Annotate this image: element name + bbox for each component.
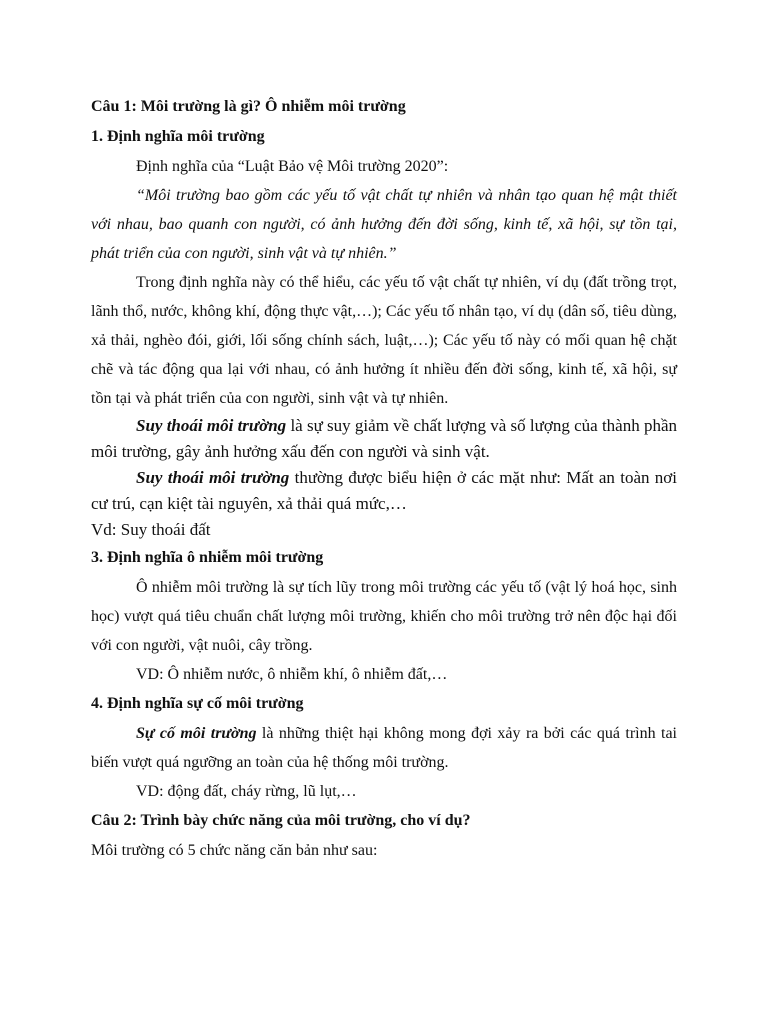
pollution-example: VD: Ô nhiễm nước, ô nhiễm khí, ô nhiễm đất,… [136, 666, 448, 683]
section-3-heading: 3. Định nghĩa ô nhiễm môi trường [91, 549, 324, 566]
definition-quote: “Môi trường bao gồm các yếu tố vật chất tự nhiên và nhân tạo quan hệ mật thiết với nhau, bao quanh con người, có ảnh hưởng đến đời sống, kinh tế, xã hội, sự tồn tại, phát triển của con người, sinh vật và tự nhiên.” [91, 187, 677, 262]
incident-definition [91, 719, 677, 777]
incident-term: Sự cố môi trường [136, 725, 257, 742]
degradation-definition [91, 413, 677, 465]
degradation-signs-text: thường được biểu hiện ở các mặt như: Mất an toàn nơi cư trú, cạn kiệt tài nguyên, xả thải quá mức,… [91, 468, 678, 513]
incident-definition-text: là những thiệt hại không mong đợi xảy ra bởi các quá trình tai biến vượt quá ngưỡng an toàn của hệ thống môi trường. [91, 725, 677, 771]
definition-intro: Định nghĩa của “Luật Bảo vệ Môi trường 2020”: [136, 158, 449, 175]
section-4-heading: 4. Định nghĩa sự cố môi trường [91, 695, 304, 712]
degradation-term: Suy thoái môi trường [136, 416, 287, 435]
degradation-term-repeat: Suy thoái môi trường [136, 468, 290, 487]
incident-example: VD: động đất, cháy rừng, lũ lụt,… [136, 783, 357, 800]
degradation-signs [91, 465, 677, 517]
section-1-heading: 1. Định nghĩa môi trường [91, 128, 265, 145]
question-1-heading: Câu 1: Môi trường là gì? Ô nhiễm môi trường [91, 98, 406, 115]
degradation-definition-text: là sự suy giảm về chất lượng và số lượng của thành phần môi trường, gây ảnh hưởng xấu đến con người và sinh vật. [91, 416, 678, 461]
definition-explanation: Trong định nghĩa này có thể hiểu, các yếu tố vật chất tự nhiên, ví dụ (đất trồng trọt, lãnh thổ, nước, không khí, động thực vật,…); Các yếu tố nhân tạo, ví dụ (dân số, tiêu dùng, xả thải, nghèo đói, giới, lối sống chính sách, luật,…); Các yếu tố này có mối quan hệ chặt chẽ và tác động qua lại với nhau, có ảnh hưởng ít nhiều đến đời sống, kinh tế, xã hội, sự tồn tại và phát triển của con người, sinh vật và tự nhiên. [91, 274, 677, 407]
pollution-definition: Ô nhiễm môi trường là sự tích lũy trong môi trường các yếu tố (vật lý hoá học, sinh học) vượt quá tiêu chuẩn chất lượng môi trường, khiến cho môi trường trở nên độc hại đối với con người, vật nuôi, cây trồng. [91, 579, 677, 654]
question-2-heading: Câu 2: Trình bày chức năng của môi trường, cho ví dụ? [91, 812, 471, 829]
question-2-intro: Môi trường có 5 chức năng căn bản như sau: [91, 842, 378, 859]
degradation-example: Vd: Suy thoái đất [91, 520, 211, 539]
